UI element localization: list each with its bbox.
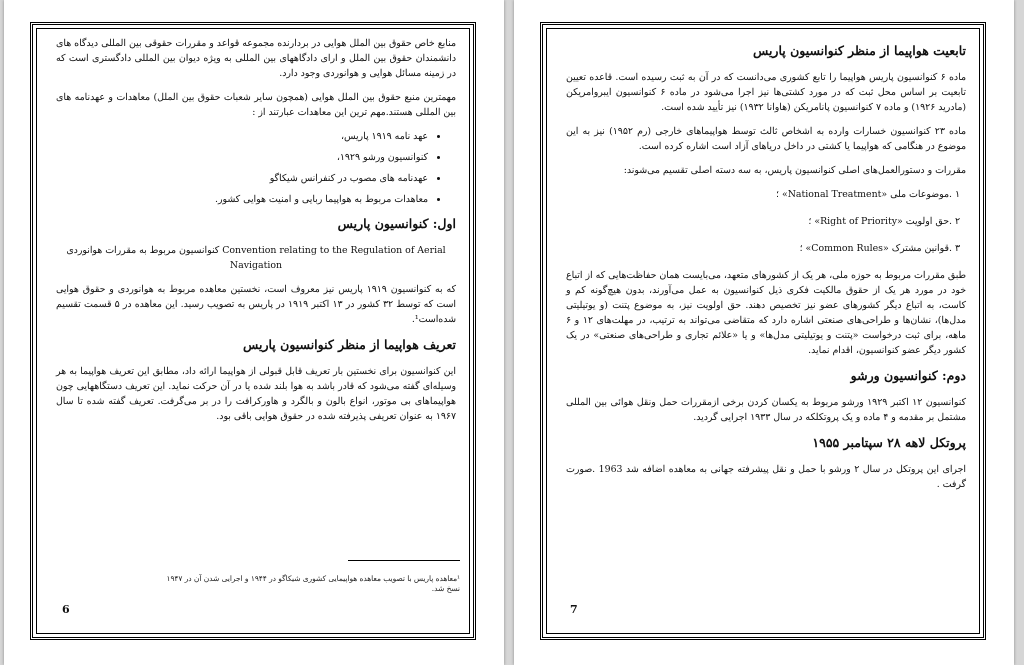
treaty-list	[56, 129, 456, 207]
heading-aircraft-nationality: تابعیت هواپیما از منظر کنوانسیون پاریس	[753, 43, 966, 58]
page-number: 7	[570, 603, 578, 616]
heading-hague-protocol: پروتکل لاهه ۲۸ سپتامبر ۱۹۵۵	[812, 435, 966, 450]
paragraph-national-treatment: طبق مقررات مربوط به حوزه ملی، هر یک از کشورهای متعهد، می‌بایست همان حفاظت‌هایی که از اتباع خود در مورد هر یک از حقوق مالکیت فکری ذیل کنوانسیون به عمل می‌آورند، بدون هیچ‌گونه کم و کاست، به اتباع دیگر کشورهای عضو نیز تخصیص دهند. حق اولویت نیز، به موضوع پتنت (و یوتیلیتی مدل‌ها)، نشان‌ها و طراحی‌های صنعتی اشاره دارد که متقاضی می‌تواند به ترتیب، در مهلت‌های ۱۲ و ۶ ماهه، برای ثبت درخواست «پتنت و یوتیلیتی مدل‌ها» و یا «علائم تجاری و طراحی‌های صنعتی» در یک کشور دیگر عضو کنوانسیون، اقدام نماید.	[566, 270, 966, 356]
page-7-content	[566, 36, 966, 501]
heading-warsaw-convention: دوم: کنوانسیون ورشو	[850, 368, 966, 383]
paragraph-categories: مقررات و دستورالعمل‌های اصلی کنوانسیون پاریس، به سه دسته اصلی تقسیم می‌شوند:	[623, 165, 966, 176]
paragraph-definition: این کنوانسیون برای نخستین بار تعریف قابل قبولی از هواپیما ارائه داد، مطابق این تعریف هواپیما به هر وسیله‌ای گفته می‌شود که قادر باشد به هوا بلند شده یا در آن حرکت نماید. این تعریف دستگاههایی چون هواپیماهای بی موتور، انواع بالون و بالگرد و هاورکرافت را در بر می‌گرفت. تعریف گفته شده تا سال ۱۹۶۷ به عنوان تعریفی پذیرفته شده در حقوق هوایی باقی بود.	[56, 366, 456, 422]
page-number: 6	[62, 603, 70, 616]
heading-aircraft-definition: تعریف هواپیما از منظر کنوانسیون پاریس	[243, 337, 456, 352]
paragraph-article-23: ماده ۲۳ کنوانسیون خسارات وارده به اشخاص ثالث توسط هواپیماهای خارجی (رم ۱۹۵۲) نیز به این موضوع در هنگامی که هواپیما یا کشتی در داخل دریاهای آزاد است اشاره کرده است.	[566, 126, 966, 152]
page-6-content	[56, 36, 456, 433]
paragraph-article-6: ماده ۶ کنوانسیون پاریس هواپیما را تابع کشوری می‌دانست که در آن به ثبت رسیده است. قاعده تعیین تابعیت بر اساس محل ثبت که در مورد کشتی‌ها نیز اجرا می‌شود در ماده ۶ کنوانسیون ایبروامریکن (مادرید ۱۹۲۶) و ماده ۷ کنوانسیون پانامریکن (هاوانا ۱۹۳۲) نیز تأیید شده است.	[566, 72, 967, 113]
footnote: ¹معاهده پاریس با تصویب معاهده هواپیمایی کشوری شیکاگو در ۱۹۴۴ و اجرایی شدن آن در ۱۹۴۷ نسخ شد.	[166, 574, 460, 593]
paragraph-treaties: مهمترین منبع حقوق بین الملل هوایی (همچون سایر شعبات حقوق بین الملل) معاهدات و عهدنامه های بین المللی هستند.مهم ترین این معاهدات عبارتند از :	[56, 92, 456, 118]
paragraph-paris: که به کنوانسیون ۱۹۱۹ پاریس نیز معروف است، نخستین معاهده مربوط به هوانوردی و حقوق هوایی است که توسط ۳۲ کشور در ۱۳ اکتبر ۱۹۱۹ در پاریس به تصویب رسید. این معاهده در ۵ قسمت تقسیم شده‌است¹.	[56, 284, 457, 325]
paragraph-warsaw: کنوانسیون ۱۲ اکتبر ۱۹۲۹ ورشو مربوط به یکسان کردن برخی ازمقررات حمل ونقل هوائی بین المللی مشتمل بر مقدمه و ۴ ماده و یک پروتکلکه در سال ۱۹۳۳ اجرایی گردید.	[566, 397, 967, 423]
list-item: ۳ .قوانین مشترک «Common Rules» ؛	[799, 243, 960, 254]
paragraph-hague: اجرای این پروتکل در سال ۲ ورشو با حمل و نقل پیشرفته جهانی به معاهده اضافه شد 1963 .صورت گرفت .	[566, 464, 966, 490]
list-item: ۱ .موضوعات ملی «National Treatment» ؛	[776, 189, 960, 200]
list-item: • معاهدات مربوط به هواپیما ربایی و امنیت هوایی کشور.	[56, 192, 428, 207]
paragraph-sources: منابع خاص حقوق بین الملل هوایی در بردارنده مجموعه قواعد و مقررات حقوقی بین المللی دیدگاه های دانشمندان حقوق بین الملل و ارای دادگاههای بین المللی به ویژه دیوان بین المللی دادگستری است که در زمینه مسائل هوایی و هوانوردی وجود دارد.	[56, 38, 456, 79]
list-item: ۲ .حق اولویت «Right of Priority» ؛	[808, 216, 960, 227]
page-6	[4, 0, 504, 665]
footnote-separator	[348, 560, 460, 561]
list-item: • عهدنامه های مصوب در کنفرانس شیکاگو	[56, 171, 428, 186]
list-item: • عهد نامه ۱۹۱۹ پاریس،	[56, 129, 428, 144]
heading-paris-convention: اول: کنوانسیون پاریس	[337, 216, 456, 231]
page-7	[514, 0, 1014, 665]
paris-convention-title: کنوانسیون مربوط به مقررات هوانوردی Convention relating to the Regulation of Aerial Navigation	[66, 245, 446, 271]
list-item: • کنوانسیون ورشو ۱۹۲۹،	[56, 150, 428, 165]
